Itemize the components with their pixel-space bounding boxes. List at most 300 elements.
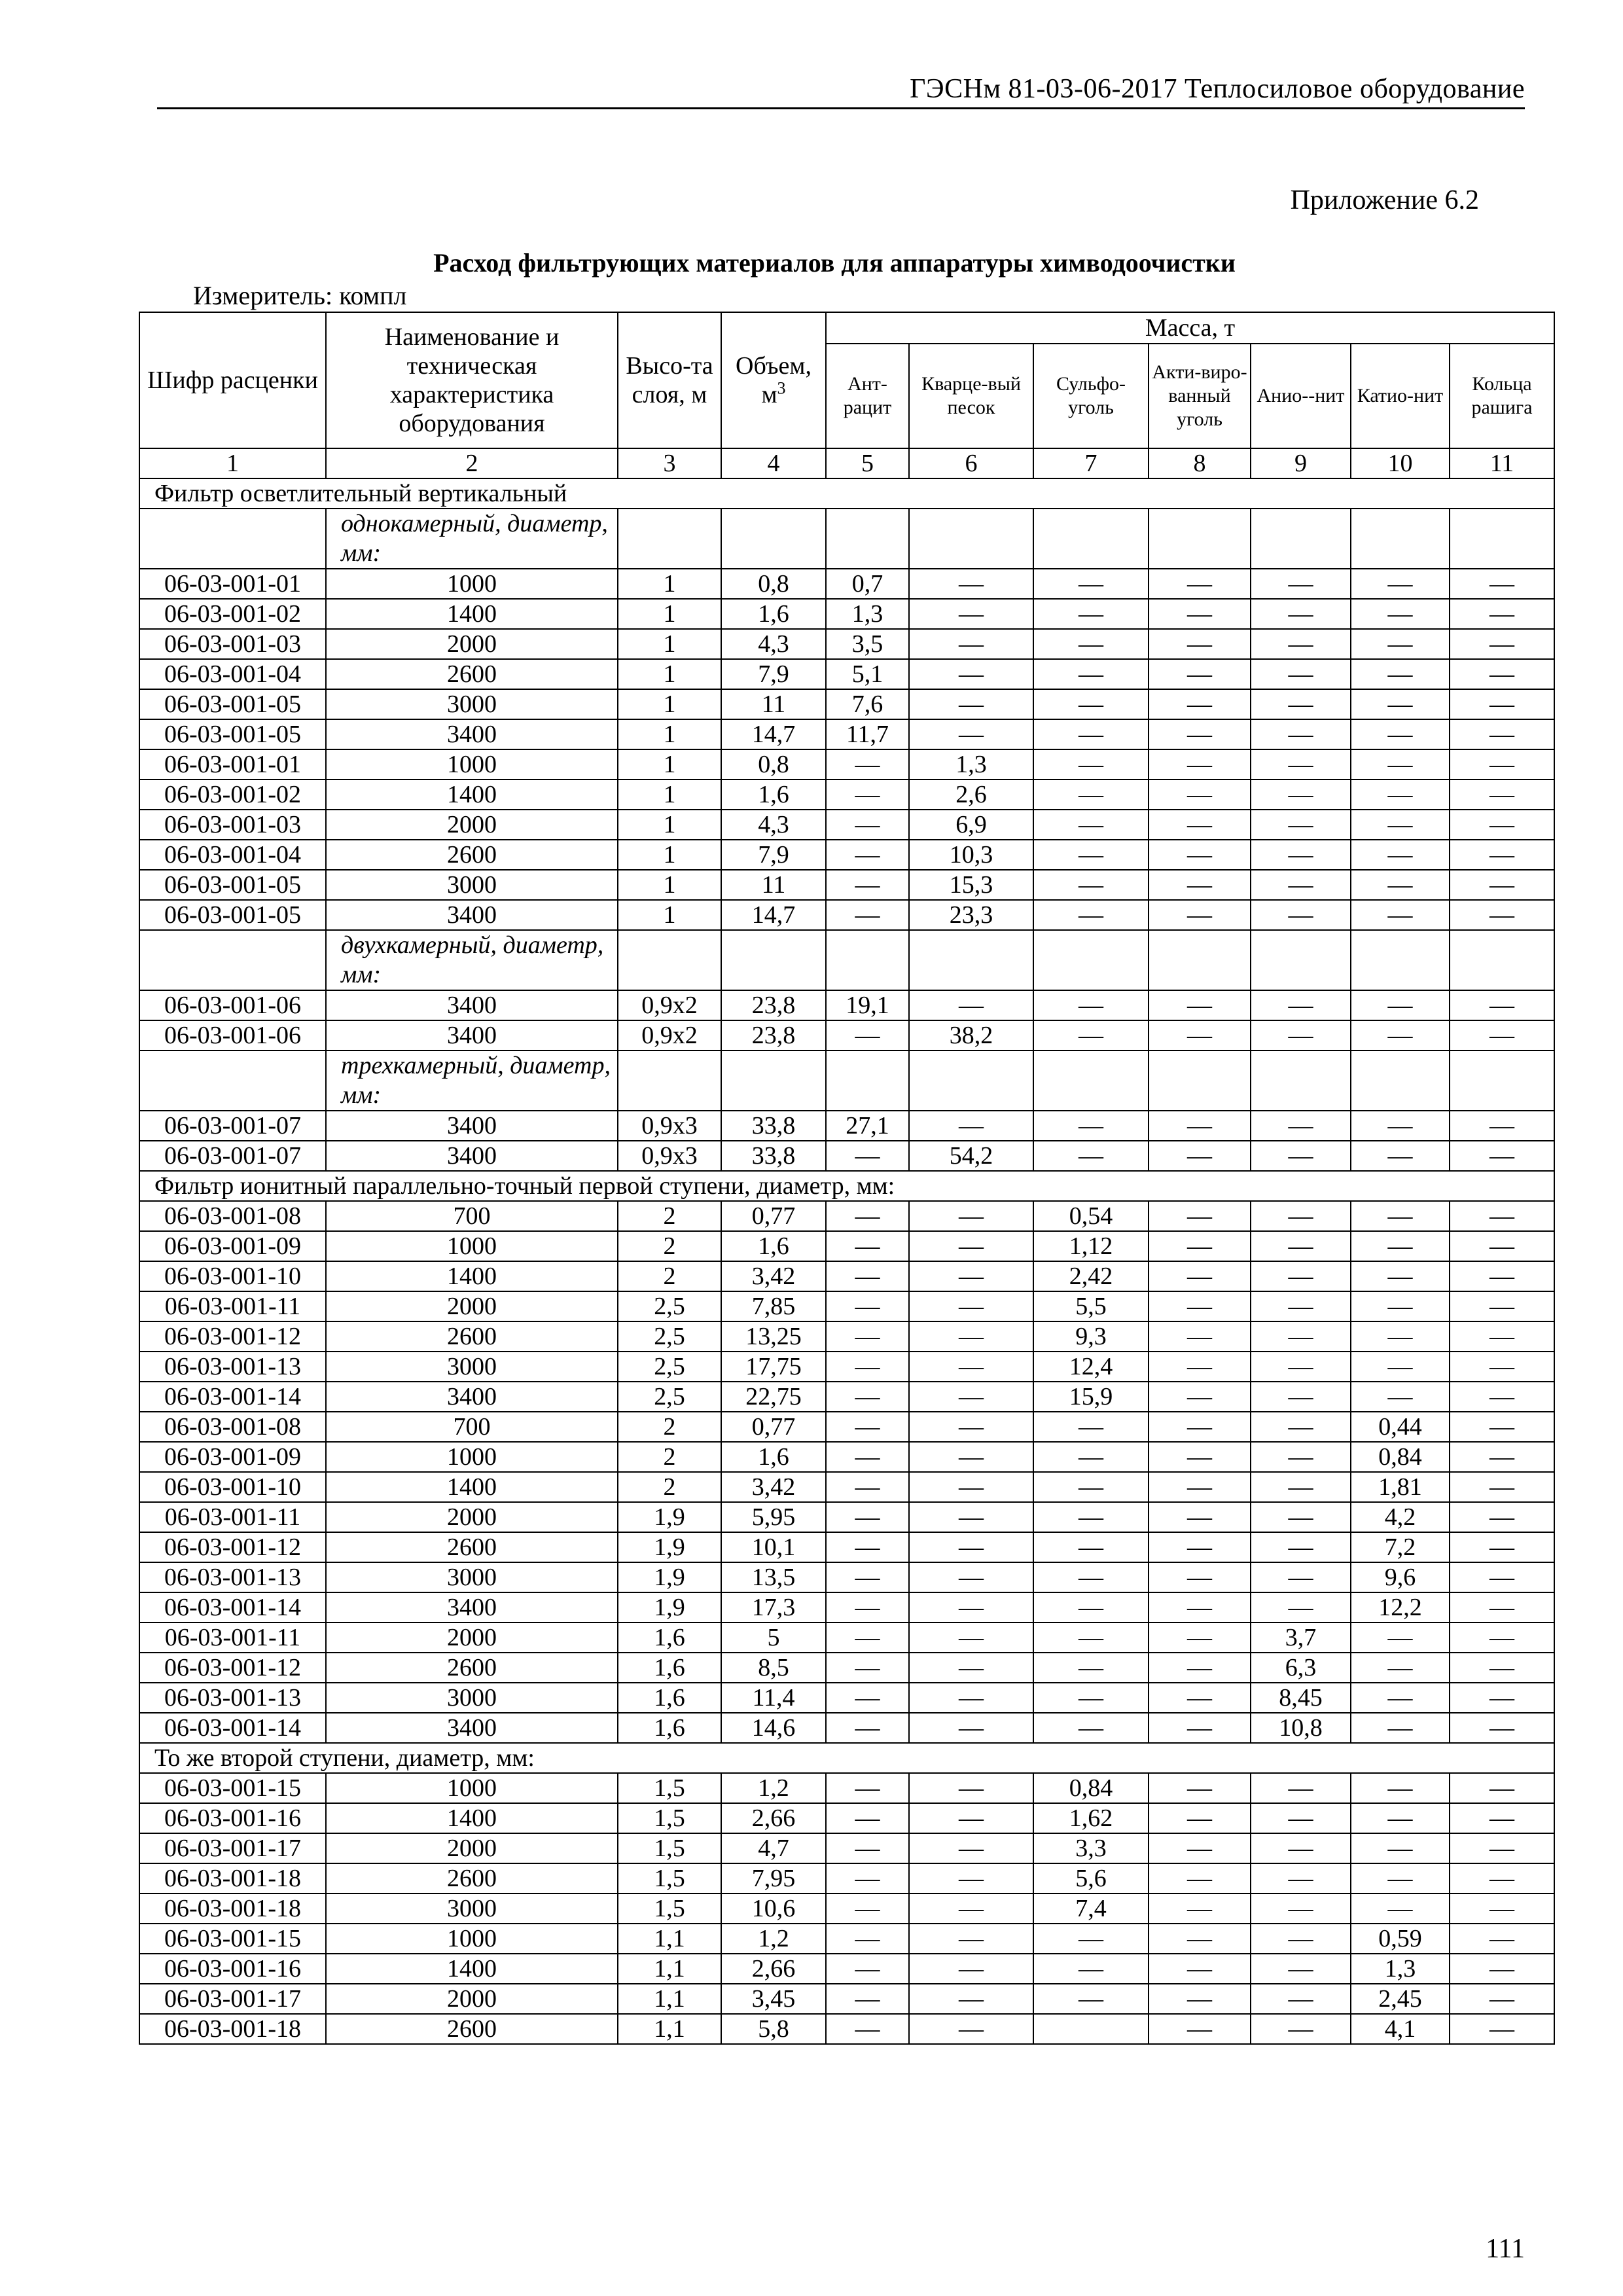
table-cell: —: [1033, 719, 1149, 749]
table-cell: —: [1033, 1532, 1149, 1562]
table-cell: —: [909, 1352, 1033, 1382]
table-cell: —: [1251, 569, 1351, 599]
table-cell: —: [1351, 1382, 1450, 1412]
table-cell: 1,5: [618, 1893, 721, 1924]
table-cell: —: [1450, 1562, 1554, 1592]
table-cell: —: [909, 1623, 1033, 1653]
table-cell: 0,44: [1351, 1412, 1450, 1442]
table-cell: —: [1251, 870, 1351, 900]
table-row: [139, 1502, 1554, 1532]
table-cell: —: [1251, 1502, 1351, 1532]
table-cell: —: [826, 1863, 909, 1893]
table-cell: 1,6: [618, 1653, 721, 1683]
table-cell: —: [1251, 1020, 1351, 1050]
table-cell: —: [1033, 1111, 1149, 1141]
table-cell: —: [1149, 1231, 1251, 1261]
table-cell: 0,59: [1351, 1924, 1450, 1954]
table-cell: —: [1251, 1893, 1351, 1924]
table-cell: 06-03-001-02: [139, 780, 326, 810]
table-cell: —: [826, 1352, 909, 1382]
table-cell: —: [1149, 810, 1251, 840]
table-cell: 06-03-001-12: [139, 1321, 326, 1352]
subsection-row: [139, 509, 1554, 569]
table-cell: 2600: [326, 1321, 618, 1352]
table-cell: 0,7: [826, 569, 909, 599]
table-cell: —: [1033, 780, 1149, 810]
col-header-name: Наименование и техническая характеристика оборудования: [326, 312, 618, 448]
table-cell: 1,6: [618, 1683, 721, 1713]
table-cell: —: [1351, 780, 1450, 810]
table-cell: —: [1149, 1141, 1251, 1171]
table-cell: 14,7: [721, 719, 826, 749]
table-cell: —: [1033, 1412, 1149, 1442]
table-cell: —: [1149, 1623, 1251, 1653]
col-number: 6: [909, 448, 1033, 478]
table-cell: —: [1033, 569, 1149, 599]
table-cell: 1: [618, 870, 721, 900]
header-rule: [157, 107, 1525, 109]
table-cell: 2600: [326, 840, 618, 870]
table-cell: —: [826, 1382, 909, 1412]
table-cell: —: [826, 1261, 909, 1291]
table-cell: 1,3: [826, 599, 909, 629]
table-cell: 06-03-001-12: [139, 1532, 326, 1562]
table-cell: 06-03-001-12: [139, 1653, 326, 1683]
table-cell: —: [826, 1623, 909, 1653]
table-cell: 6,9: [909, 810, 1033, 840]
table-cell: 2: [618, 1442, 721, 1472]
table-cell: —: [909, 1532, 1033, 1562]
table-cell: —: [1251, 1924, 1351, 1954]
table-cell: —: [1450, 629, 1554, 659]
table-cell: —: [1450, 1954, 1554, 1984]
section-heading: То же второй ступени, диаметр, мм:: [139, 1743, 1554, 1773]
empty-cell: [1351, 509, 1450, 569]
table-cell: —: [826, 1924, 909, 1954]
empty-cell: [139, 930, 326, 990]
table-cell: 3400: [326, 990, 618, 1020]
table-cell: —: [1033, 1141, 1149, 1171]
empty-cell: [1033, 930, 1149, 990]
col-header-quartz: Кварце-вый песок: [909, 344, 1033, 448]
table-cell: —: [826, 900, 909, 930]
table-cell: —: [1450, 810, 1554, 840]
table-cell: —: [826, 1321, 909, 1352]
table-cell: 2600: [326, 659, 618, 689]
table-cell: —: [909, 1231, 1033, 1261]
table-cell: 7,4: [1033, 1893, 1149, 1924]
table-cell: 06-03-001-08: [139, 1412, 326, 1442]
table-cell: —: [1450, 2014, 1554, 2044]
table-row: [139, 1984, 1554, 2014]
empty-cell: [1033, 509, 1149, 569]
table-row: [139, 900, 1554, 930]
table-cell: 1,5: [618, 1833, 721, 1863]
table-cell: —: [1450, 1141, 1554, 1171]
col-number: 10: [1351, 448, 1450, 478]
table-cell: —: [1149, 1592, 1251, 1623]
table-cell: 7,9: [721, 659, 826, 689]
col-header-anionite: Анио--нит: [1251, 344, 1351, 448]
table-cell: 0,84: [1351, 1442, 1450, 1472]
table-cell: —: [826, 780, 909, 810]
table-row: [139, 1231, 1554, 1261]
table-cell: 1000: [326, 569, 618, 599]
table-cell: 06-03-001-01: [139, 569, 326, 599]
table-cell: —: [1251, 1231, 1351, 1261]
table-cell: 2,45: [1351, 1984, 1450, 2014]
table-cell: —: [1450, 1502, 1554, 1532]
table-cell: —: [909, 689, 1033, 719]
col-header-cationite: Катио-нит: [1351, 344, 1450, 448]
table-row: [139, 1141, 1554, 1171]
table-cell: 2,6: [909, 780, 1033, 810]
empty-cell: [1450, 930, 1554, 990]
table-cell: —: [1351, 1683, 1450, 1713]
table-cell: —: [909, 1261, 1033, 1291]
table-cell: 2000: [326, 1502, 618, 1532]
table-cell: —: [909, 1321, 1033, 1352]
table-cell: 1: [618, 749, 721, 780]
table-cell: —: [1251, 1201, 1351, 1231]
table-cell: —: [909, 659, 1033, 689]
empty-cell: [139, 509, 326, 569]
table-cell: —: [826, 1954, 909, 1984]
table-cell: 1,81: [1351, 1472, 1450, 1502]
table-cell: 4,7: [721, 1833, 826, 1863]
table-cell: 2000: [326, 629, 618, 659]
empty-cell: [1149, 509, 1251, 569]
table-cell: 1,5: [618, 1773, 721, 1803]
table-cell: —: [1351, 1773, 1450, 1803]
table-cell: —: [1251, 1382, 1351, 1412]
table-cell: 1,12: [1033, 1231, 1149, 1261]
table-cell: —: [1450, 870, 1554, 900]
table-cell: —: [1351, 749, 1450, 780]
table-row: [139, 689, 1554, 719]
table-row: [139, 629, 1554, 659]
table-cell: 2: [618, 1472, 721, 1502]
table-row: [139, 1291, 1554, 1321]
section-heading: Фильтр ионитный параллельно-точный первой ступени, диаметр, мм:: [139, 1171, 1554, 1201]
table-row: [139, 1773, 1554, 1803]
table-cell: —: [1251, 1352, 1351, 1382]
table-cell: —: [1033, 1653, 1149, 1683]
table-cell: —: [909, 1502, 1033, 1532]
table-row: [139, 1954, 1554, 1984]
table-cell: 7,9: [721, 840, 826, 870]
table-cell: —: [1149, 990, 1251, 1020]
table-cell: 06-03-001-06: [139, 990, 326, 1020]
table-cell: —: [1033, 990, 1149, 1020]
table-cell: 2,5: [618, 1352, 721, 1382]
table-cell: 9,6: [1351, 1562, 1450, 1592]
table-cell: 06-03-001-18: [139, 2014, 326, 2044]
table-cell: —: [1251, 1833, 1351, 1863]
table-cell: —: [1149, 1111, 1251, 1141]
table-cell: —: [909, 1442, 1033, 1472]
table-row: [139, 1382, 1554, 1412]
table-cell: 2000: [326, 810, 618, 840]
table-cell: —: [1149, 840, 1251, 870]
table-cell: —: [1450, 1412, 1554, 1442]
table-cell: 06-03-001-13: [139, 1562, 326, 1592]
table-cell: 3400: [326, 1020, 618, 1050]
col-number: 1: [139, 448, 326, 478]
empty-cell: [1251, 509, 1351, 569]
table-cell: —: [1033, 1713, 1149, 1743]
table-cell: 14,7: [721, 900, 826, 930]
table-cell: —: [909, 1924, 1033, 1954]
table-cell: 5,1: [826, 659, 909, 689]
table-cell: —: [1149, 689, 1251, 719]
table-cell: 1400: [326, 1261, 618, 1291]
table-cell: 15,9: [1033, 1382, 1149, 1412]
table-cell: 1400: [326, 1472, 618, 1502]
table-cell: 3000: [326, 1683, 618, 1713]
table-cell: 5,6: [1033, 1863, 1149, 1893]
table-cell: —: [1351, 569, 1450, 599]
table-cell: 2: [618, 1412, 721, 1442]
table-row: [139, 1111, 1554, 1141]
table-cell: 1000: [326, 1773, 618, 1803]
table-cell: 1,5: [618, 1863, 721, 1893]
table-cell: —: [1149, 1653, 1251, 1683]
empty-cell: [1351, 1050, 1450, 1111]
table-row: [139, 1592, 1554, 1623]
table-cell: —: [1149, 1773, 1251, 1803]
table-cell: —: [1149, 1472, 1251, 1502]
empty-cell: [1251, 1050, 1351, 1111]
table-cell: —: [1450, 689, 1554, 719]
empty-cell: [1450, 1050, 1554, 1111]
table-cell: —: [1351, 1141, 1450, 1171]
table-row: [139, 659, 1554, 689]
table-cell: 10,8: [1251, 1713, 1351, 1743]
section-row: [139, 1171, 1554, 1201]
table-cell: —: [1149, 1201, 1251, 1231]
table-cell: 6,3: [1251, 1653, 1351, 1683]
table-cell: —: [1351, 1833, 1450, 1863]
subsection-heading: однокамерный, диаметр, мм:: [326, 509, 618, 569]
table-cell: 1,6: [721, 1231, 826, 1261]
table-cell: —: [826, 2014, 909, 2044]
table-cell: —: [1450, 1623, 1554, 1653]
table-cell: —: [1351, 990, 1450, 1020]
table-cell: —: [1450, 719, 1554, 749]
table-cell: 3,3: [1033, 1833, 1149, 1863]
table-cell: 3000: [326, 689, 618, 719]
table-cell: 700: [326, 1412, 618, 1442]
table-cell: 11,4: [721, 1683, 826, 1713]
materials-table: [139, 312, 1555, 2045]
table-cell: 1,5: [618, 1803, 721, 1833]
table-cell: 06-03-001-13: [139, 1352, 326, 1382]
table-cell: 1,6: [721, 1442, 826, 1472]
empty-cell: [826, 509, 909, 569]
table-row: [139, 749, 1554, 780]
empty-cell: [721, 930, 826, 990]
col-header-sulfo: Сульфо-уголь: [1033, 344, 1149, 448]
empty-cell: [909, 930, 1033, 990]
table-cell: —: [1251, 1773, 1351, 1803]
table-cell: —: [826, 1502, 909, 1532]
table-cell: —: [1149, 1291, 1251, 1321]
empty-cell: [1251, 930, 1351, 990]
table-cell: 06-03-001-17: [139, 1833, 326, 1863]
table-cell: —: [1450, 1231, 1554, 1261]
table-cell: —: [1450, 1803, 1554, 1833]
col-header-volume-sup: 3: [777, 378, 786, 398]
table-cell: —: [1450, 1924, 1554, 1954]
table-cell: 1,6: [721, 780, 826, 810]
col-number: 2: [326, 448, 618, 478]
table-cell: 7,95: [721, 1863, 826, 1893]
empty-cell: [721, 1050, 826, 1111]
table-cell: 12,4: [1033, 1352, 1149, 1382]
table-cell: 1,3: [909, 749, 1033, 780]
table-cell: 11: [721, 870, 826, 900]
table-row: [139, 870, 1554, 900]
table-cell: —: [1033, 900, 1149, 930]
col-number: 11: [1450, 448, 1554, 478]
table-cell: —: [826, 1412, 909, 1442]
subsection-row: [139, 930, 1554, 990]
table-cell: —: [909, 1472, 1033, 1502]
table-cell: —: [1251, 1592, 1351, 1623]
table-cell: 1,6: [618, 1623, 721, 1653]
table-cell: 06-03-001-14: [139, 1382, 326, 1412]
table-cell: 3000: [326, 870, 618, 900]
table-cell: 1: [618, 659, 721, 689]
col-header-volume: [721, 312, 826, 448]
table-cell: 06-03-001-16: [139, 1954, 326, 1984]
col-header-volume-label: Объем, м: [736, 352, 812, 408]
table-cell: 8,5: [721, 1653, 826, 1683]
table-cell: —: [826, 1291, 909, 1321]
col-header-code: Шифр расценки: [139, 312, 326, 448]
table-row: [139, 599, 1554, 629]
table-cell: 06-03-001-14: [139, 1592, 326, 1623]
table-row: [139, 1532, 1554, 1562]
table-cell: 5,5: [1033, 1291, 1149, 1321]
table-cell: —: [1251, 1562, 1351, 1592]
table-cell: 2600: [326, 1653, 618, 1683]
table-cell: —: [1033, 599, 1149, 629]
table-cell: 06-03-001-01: [139, 749, 326, 780]
table-cell: —: [1450, 1020, 1554, 1050]
table-cell: 1,62: [1033, 1803, 1149, 1833]
table-cell: 4,3: [721, 629, 826, 659]
table-cell: —: [1251, 1532, 1351, 1562]
table-cell: —: [1351, 840, 1450, 870]
table-cell: —: [826, 1833, 909, 1863]
table-cell: 12,2: [1351, 1592, 1450, 1623]
table-cell: 06-03-001-06: [139, 1020, 326, 1050]
table-row: [139, 1623, 1554, 1653]
table-cell: —: [909, 1653, 1033, 1683]
table-cell: 1: [618, 689, 721, 719]
table-cell: 33,8: [721, 1111, 826, 1141]
table-cell: —: [909, 1773, 1033, 1803]
table-cell: —: [1033, 629, 1149, 659]
table-cell: 1,6: [618, 1713, 721, 1743]
table-cell: —: [826, 1532, 909, 1562]
table-cell: —: [1149, 1442, 1251, 1472]
table-cell: 0,77: [721, 1201, 826, 1231]
table-cell: 06-03-001-14: [139, 1713, 326, 1743]
table-cell: —: [1251, 1291, 1351, 1321]
table-cell: 23,8: [721, 1020, 826, 1050]
table-cell: 27,1: [826, 1111, 909, 1141]
table-cell: 0,9x2: [618, 990, 721, 1020]
table-cell: —: [1033, 810, 1149, 840]
table-cell: —: [1450, 1833, 1554, 1863]
table-cell: 06-03-001-05: [139, 719, 326, 749]
table-cell: —: [1351, 1623, 1450, 1653]
table-row: [139, 1352, 1554, 1382]
table-cell: —: [1149, 1020, 1251, 1050]
table-cell: 1: [618, 599, 721, 629]
table-cell: 06-03-001-18: [139, 1893, 326, 1924]
table-cell: 1400: [326, 780, 618, 810]
table-cell: 2600: [326, 1863, 618, 1893]
empty-cell: [1033, 1050, 1149, 1111]
table-cell: 06-03-001-05: [139, 900, 326, 930]
table-cell: —: [1450, 1352, 1554, 1382]
table-cell: —: [826, 1562, 909, 1592]
table-cell: —: [1450, 1291, 1554, 1321]
table-row: [139, 780, 1554, 810]
table-cell: —: [909, 1863, 1033, 1893]
table-row: [139, 1893, 1554, 1924]
table-title: Расход фильтрующих материалов для аппаратуры химводоочистки: [433, 248, 1236, 278]
empty-cell: [909, 1050, 1033, 1111]
table-cell: 06-03-001-10: [139, 1472, 326, 1502]
table-cell: 5,95: [721, 1502, 826, 1532]
table-cell: 33,8: [721, 1141, 826, 1171]
table-cell: 1400: [326, 1803, 618, 1833]
table-row: [139, 810, 1554, 840]
table-row: [139, 1562, 1554, 1592]
table-cell: —: [1251, 990, 1351, 1020]
table-cell: —: [1251, 1863, 1351, 1893]
table-cell: —: [1149, 900, 1251, 930]
table-cell: 2,5: [618, 1382, 721, 1412]
table-cell: —: [1251, 1111, 1351, 1141]
table-cell: 2000: [326, 1833, 618, 1863]
table-row: [139, 1833, 1554, 1863]
table-cell: 2000: [326, 1291, 618, 1321]
table-cell: 38,2: [909, 1020, 1033, 1050]
table-cell: —: [1351, 659, 1450, 689]
table-cell: —: [1251, 1984, 1351, 2014]
table-cell: 0,54: [1033, 1201, 1149, 1231]
table-row: [139, 1472, 1554, 1502]
table-cell: —: [826, 1231, 909, 1261]
table-cell: —: [1149, 870, 1251, 900]
table-cell: 1: [618, 840, 721, 870]
table-cell: —: [909, 1683, 1033, 1713]
table-cell: —: [1351, 900, 1450, 930]
table-cell: 5: [721, 1623, 826, 1653]
table-cell: —: [1149, 1562, 1251, 1592]
col-number: 7: [1033, 448, 1149, 478]
table-cell: 1,1: [618, 1984, 721, 2014]
table-cell: 3400: [326, 719, 618, 749]
table-cell: —: [909, 2014, 1033, 2044]
table-cell: 10,6: [721, 1893, 826, 1924]
